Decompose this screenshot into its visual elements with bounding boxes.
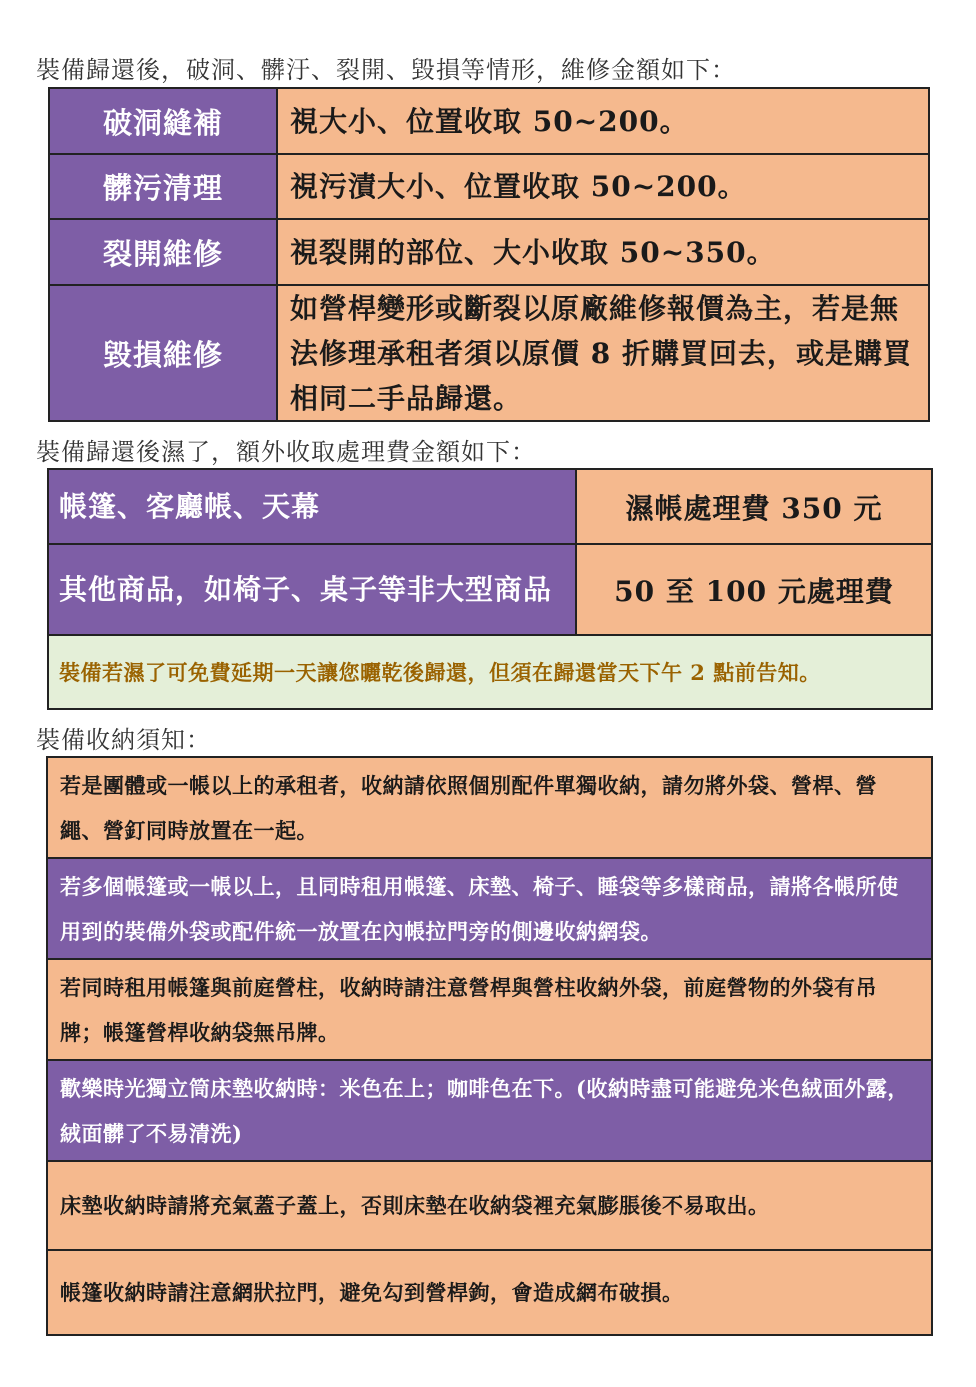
- table-row: [49, 470, 931, 545]
- repair-type-label: 毀損維修: [50, 286, 278, 420]
- table-row: [49, 545, 931, 636]
- table-row: [50, 155, 928, 220]
- repair-fee-value: 視裂開的部位、大小收取 50~350。: [278, 220, 928, 284]
- wet-extension-note: 裝備若濕了可免費延期一天讓您曬乾後歸還，但須在歸還當天下午 2 點前告知。: [49, 636, 931, 708]
- repair-type-label: 破洞縫補: [50, 89, 278, 153]
- wet-fees-table: [47, 468, 933, 710]
- storage-note: 帳篷收納時請注意網狀拉門，避免勾到營桿鉤，會造成網布破損。: [48, 1251, 931, 1334]
- storage-note: 歡樂時光獨立筒床墊收納時：米色在上；咖啡色在下。(收納時盡可能避免米色絨面外露，絨面髒了不易清洗): [48, 1061, 931, 1162]
- repair-fee-value: 視大小、位置收取 50~200。: [278, 89, 928, 153]
- table-row: [50, 89, 928, 155]
- table-row: [50, 286, 928, 420]
- wet-item-label: 帳篷、客廳帳、天幕: [49, 470, 577, 543]
- wet-fee-value: 50 至 100 元處理費: [577, 545, 931, 634]
- wet-item-label: 其他商品，如椅子、桌子等非大型商品: [49, 545, 577, 634]
- storage-notes-heading: 裝備收納須知：: [36, 726, 211, 754]
- repair-type-label: 髒污清理: [50, 155, 278, 218]
- wet-fees-heading: 裝備歸還後濕了，額外收取處理費金額如下：: [36, 438, 536, 466]
- storage-note: 床墊收納時請將充氣蓋子蓋上，否則床墊在收納袋裡充氣膨脹後不易取出。: [48, 1162, 931, 1251]
- storage-note: 若同時租用帳篷與前庭營柱，收納時請注意營桿與營柱收納外袋，前庭營物的外袋有吊牌；帳篷營桿收納袋無吊牌。: [48, 960, 931, 1061]
- wet-fee-value: 濕帳處理費 350 元: [577, 470, 931, 543]
- table-row: [50, 220, 928, 286]
- storage-note: 若是團體或一帳以上的承租者，收納請依照個別配件單獨收納，請勿將外袋、營桿、營繩、營釘同時放置在一起。: [48, 758, 931, 859]
- repair-type-label: 裂開維修: [50, 220, 278, 284]
- storage-notes-box: [46, 756, 933, 1336]
- repair-fee-value: 如營桿變形或斷裂以原廠維修報價為主，若是無法修理承租者須以原價 8 折購買回去，或是購買相同二手品歸還。: [278, 286, 928, 420]
- repair-fee-value: 視污漬大小、位置收取 50~200。: [278, 155, 928, 218]
- storage-note: 若多個帳篷或一帳以上，且同時租用帳篷、床墊、椅子、睡袋等多樣商品，請將各帳所使用到的裝備外袋或配件統一放置在內帳拉門旁的側邊收納網袋。: [48, 859, 931, 960]
- repair-fees-table: [48, 87, 930, 422]
- repair-fees-heading: 裝備歸還後，破洞、髒汙、裂開、毀損等情形，維修金額如下：: [36, 56, 736, 84]
